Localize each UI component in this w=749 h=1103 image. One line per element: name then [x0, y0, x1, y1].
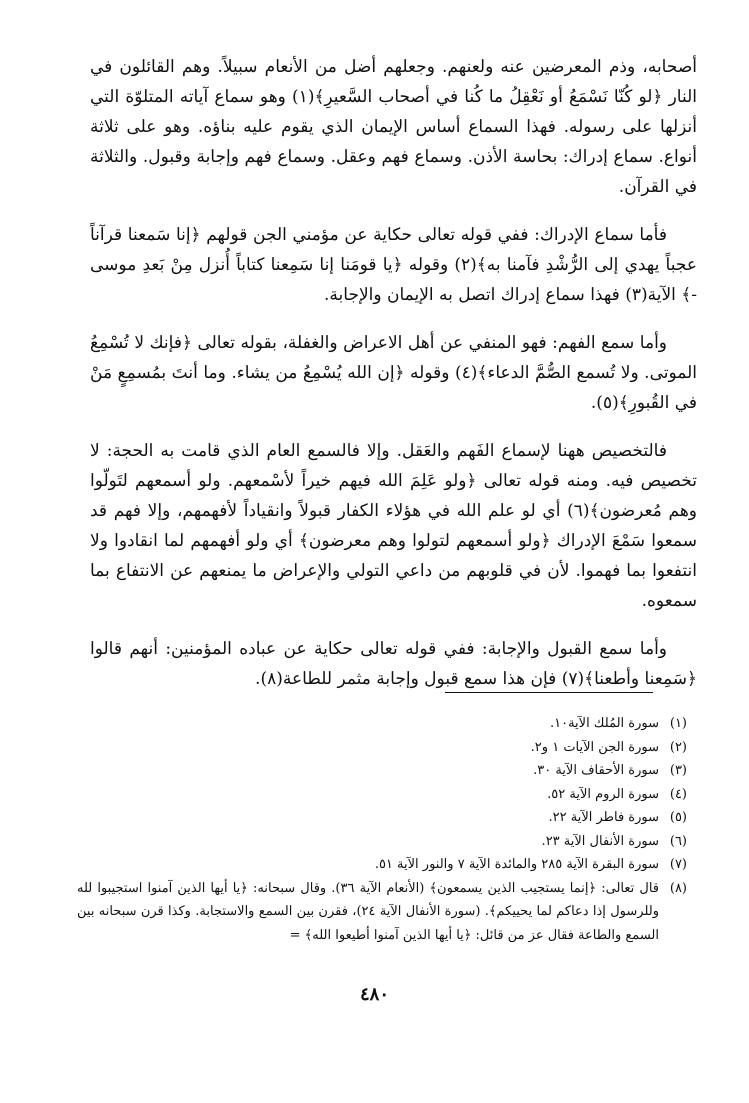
footnote-text: سورة الروم الآية ٥٢. — [547, 786, 659, 802]
footnote — [77, 736, 687, 760]
paragraph: أصحابه، وذم المعرضين عنه ولعنهم. وجعلهم أضل من الأنعام سبيلاً. وهم القائلون في النار ﴿لو كُنّا نَسْمَعُ أو نَعْقِلُ ما كُنا في أصحاب السَّعيرِ﴾(١) وهو سماع آياته المتلوّة التي أنزلها على رسوله. فهذا السماع أساس الإيمان الذي يقوم عليه بناؤه. وهو على ثلاثة أنواع. سماع إدراك: بحاسة الأذن. وسماع فهم وعقل. وسماع فهم وإجابة وقبول. والثلاثة في القرآن. — [90, 57, 697, 197]
footnote-text: سورة الأحقاف الآية ٣٠. — [533, 763, 659, 778]
footnote-number: (٧) — [669, 857, 687, 872]
footnote-number: (٤) — [669, 786, 687, 802]
footnote-number: (٢) — [669, 739, 687, 755]
footnotes — [77, 712, 687, 947]
footnote-text: سورة الجن الآيات ١ و٢. — [530, 739, 659, 755]
footnote-divider — [445, 692, 653, 693]
footnote-number: (٥) — [669, 810, 687, 825]
paragraph: فالتخصيص ههنا لإسماع الفَهم والعَقل. وإلا فالسمع العام الذي قامت به الحجة: لا تخصيص فيه. ومنه قوله تعالى ﴿ولو عَلِمَ الله فيهم خيراً لأسْمعهم. ولو أسمعهم لتَولّوا وهم مُعرضون﴾(٦) أي لو علم الله في هؤلاء الكفار قبولاً وانقياداً لأفهمهم، وإلا فهم قد سمعوا سَمْعَ الإدراك ﴿ولو أسمعهم لتولوا وهم معرضون﴾ أي ولو أفهمهم لما انقادوا ولا انتفعوا بما فهموا. لأن في قلوبهم من داعي التولي والإعراض ما يمنعهم عن الانتفاع بما سمعوه. — [90, 441, 697, 611]
footnote — [77, 853, 687, 877]
paragraph: وأما سمع القبول والإجابة: ففي قوله تعالى حكاية عن عباده المؤمنين: أنهم قالوا ﴿سَمِعنا وأطعنا﴾(٧) فإن هذا سمع قبول وإجابة مثمر للطاعة(٨). — [90, 639, 697, 689]
footnote — [77, 806, 687, 830]
footnote-number: (٨) — [669, 880, 687, 896]
footnote — [77, 759, 687, 783]
page-number: ٤٨٠ — [359, 984, 389, 1005]
footnote-text: سورة البقرة الآية ٢٨٥ والمائدة الآية ٧ والنور الآية ٥١. — [374, 857, 659, 872]
footnote-number: (٦) — [669, 833, 687, 849]
footnote-text: سورة المُلك الآية١٠. — [549, 716, 659, 731]
footnote — [77, 783, 687, 807]
footnote-text: سورة فاطر الآية ٢٢. — [548, 810, 659, 825]
paragraph: وأما سمع الفهم: فهو المنفي عن أهل الاعراض والغفلة، بقوله تعالى ﴿فإنك لا تُسْمِعُ الموتى. ولا تُسمع الصُّمَّ الدعاء﴾(٤) وقوله ﴿إن الله يُسْمِعُ من يشاء. وما أنتَ بمُسمِعٍ مَنْ في القُبورِ﴾(٥). — [90, 333, 698, 413]
footnote — [77, 830, 687, 854]
footnote-text: قال تعالى: ﴿إنما يستجيب الذين يسمعون﴾ (الأنعام الآية ٣٦). وقال سبحانه: ﴿يا أيها الذين آمنوا استجيبوا لله وللرسول إذا دعاكم لما يحييكم﴾. (سورة الأنفال الآية ٢٤)، فقرن بين السمع والاستجابة. وكذا قرن سبحانه بين السمع والطاعة فقال عز من قائل: ﴿يا أيها الذين آمنوا أطيعوا الله﴾ = — [77, 880, 660, 943]
main-text — [90, 52, 697, 694]
footnote — [77, 712, 687, 736]
footnote-text: سورة الأنفال الآية ٢٣. — [541, 833, 659, 849]
footnote — [77, 877, 687, 948]
footnote-number: (٣) — [669, 763, 687, 778]
footnote-number: (١) — [669, 716, 687, 731]
paragraph: فأما سماع الإدراك: ففي قوله تعالى حكاية عن مؤمني الجن قولهم ﴿إنا سَمعنا قرآناً عجباً يهدي إلى الرُّشْدِ فآمنا به﴾(٢) وقوله ﴿يا قومَنا إنا سَمِعنا كتاباً أُنزل مِنْ بَعدِ موسى -﴾ الآية(٣) فهذا سماع إدراك اتصل به الإيمان والإجابة. — [90, 225, 697, 305]
